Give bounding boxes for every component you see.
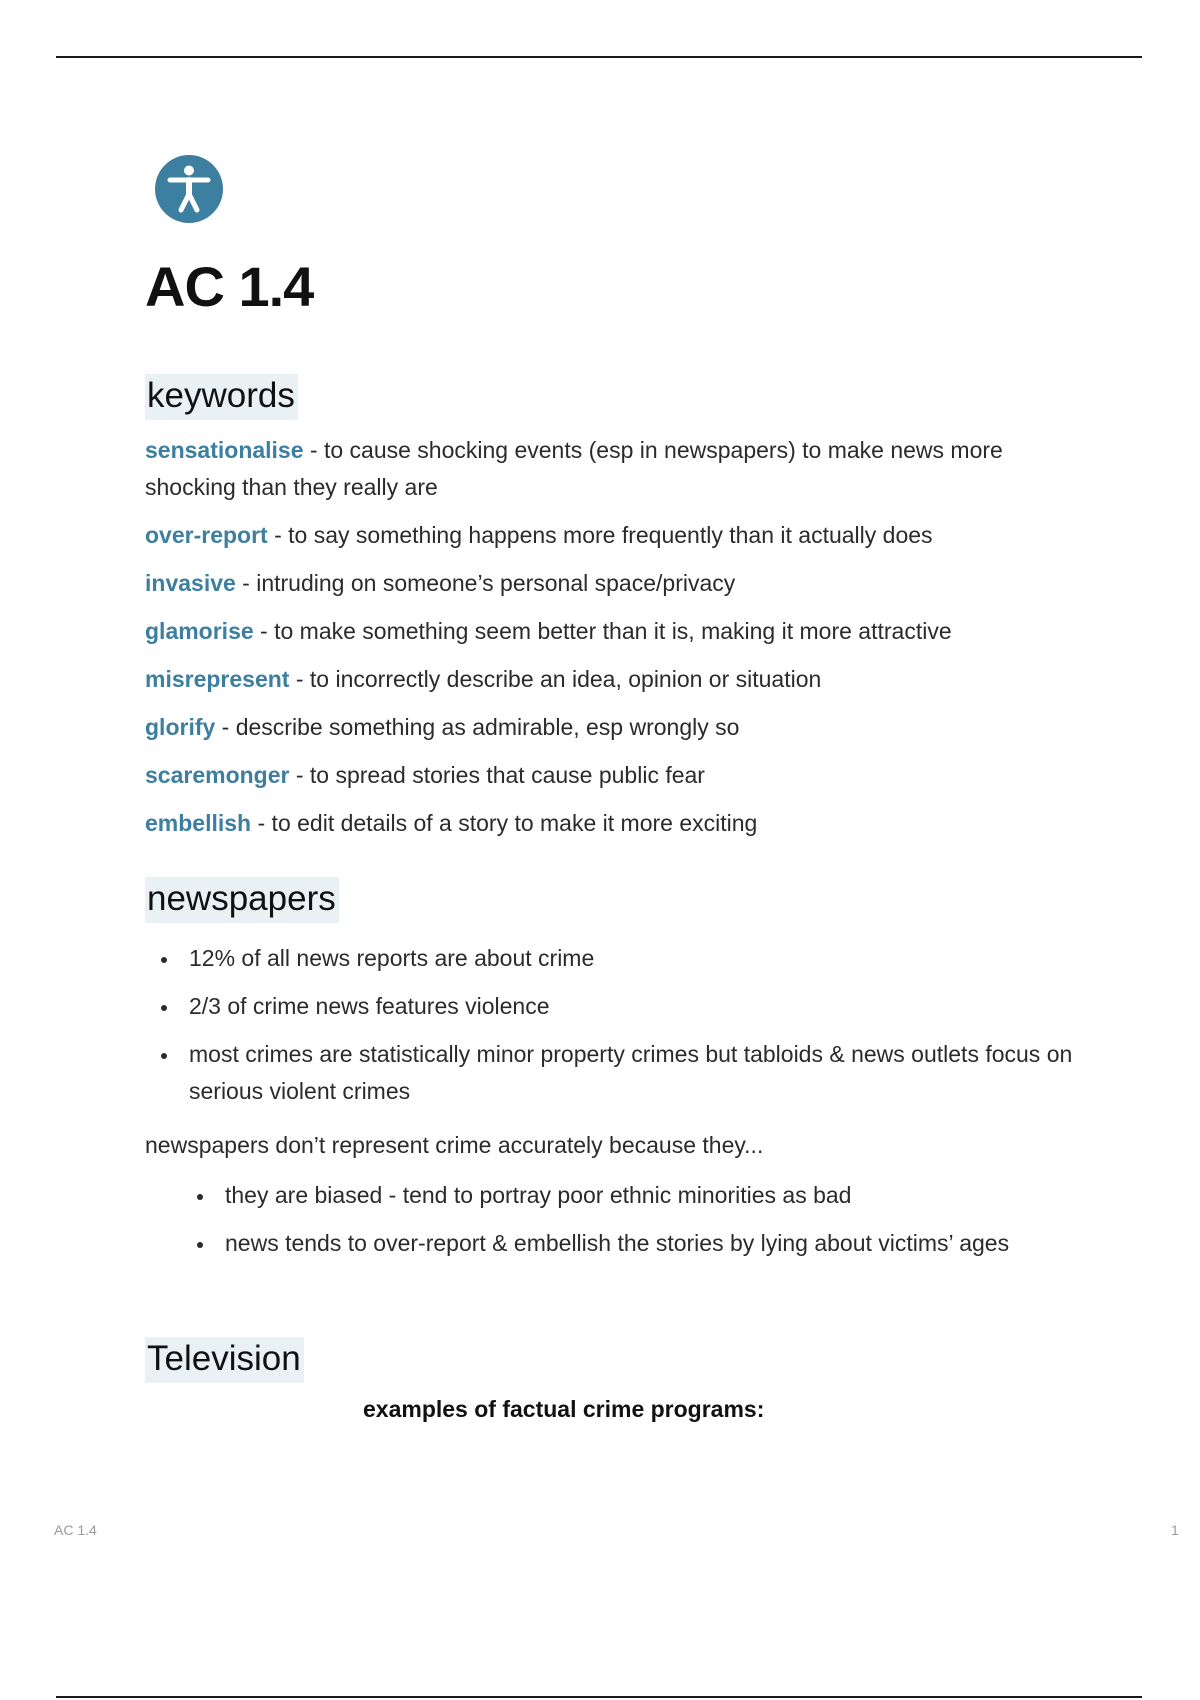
list-item: news tends to over-report & embellish the stories by lying about victims’ ages [181, 1225, 1071, 1262]
keyword-definition: - to say something happens more frequently than it actually does [267, 522, 933, 548]
keyword-term: invasive [145, 570, 236, 596]
keyword-term: over-report [145, 522, 268, 548]
footer-title: AC 1.4 [54, 1522, 97, 1538]
keyword-item [145, 661, 1045, 698]
keyword-definition: - to incorrectly describe an idea, opinion or situation [289, 666, 822, 692]
keyword-term: misrepresent [145, 666, 290, 692]
reason-intro: newspapers don’t represent crime accurately because they... [145, 1132, 764, 1158]
keyword-list [145, 432, 1045, 853]
keyword-definition: - to make something seem better than it is, making it more attractive [253, 618, 952, 644]
keyword-definition: - to spread stories that cause public fear [289, 762, 705, 788]
keyword-term: embellish [145, 810, 252, 836]
television-heading: Television [145, 1337, 304, 1383]
list-item: 2/3 of crime news features violence [145, 988, 1095, 1025]
page-number: 1 [1171, 1522, 1179, 1538]
keyword-term: glamorise [145, 618, 254, 644]
keyword-term: glorify [145, 714, 216, 740]
television-subheading: examples of factual crime programs: [363, 1396, 765, 1422]
list-item: 12% of all news reports are about crime [145, 940, 1095, 977]
keyword-item [145, 565, 1045, 602]
keyword-item [145, 432, 1045, 506]
keyword-definition: - to edit details of a story to make it more exciting [251, 810, 758, 836]
newspaper-facts-list [145, 940, 1095, 1121]
keyword-item [145, 709, 1045, 746]
newspaper-reasons-list [181, 1177, 1071, 1273]
keyword-term: sensationalise [145, 437, 304, 463]
top-rule [56, 56, 1142, 58]
keyword-item [145, 613, 1045, 650]
page-title: AC 1.4 [145, 255, 314, 318]
keyword-term: scaremonger [145, 762, 290, 788]
keyword-item [145, 805, 1045, 842]
list-item: most crimes are statistically minor property crimes but tabloids & news outlets focus on serious violent crimes [145, 1036, 1095, 1110]
keyword-definition: - to cause shocking events (esp in newspapers) to make news more shocking than they really are [145, 437, 1003, 500]
accessibility-icon [155, 155, 223, 223]
keyword-item [145, 757, 1045, 794]
newspapers-heading: newspapers [145, 877, 339, 923]
list-item: they are biased - tend to portray poor ethnic minorities as bad [181, 1177, 1071, 1214]
keyword-definition: - describe something as admirable, esp wrongly so [215, 714, 740, 740]
keyword-item [145, 517, 1045, 554]
bottom-rule [56, 1696, 1142, 1698]
keywords-heading: keywords [145, 374, 298, 420]
keyword-definition: - intruding on someone’s personal space/privacy [235, 570, 736, 596]
